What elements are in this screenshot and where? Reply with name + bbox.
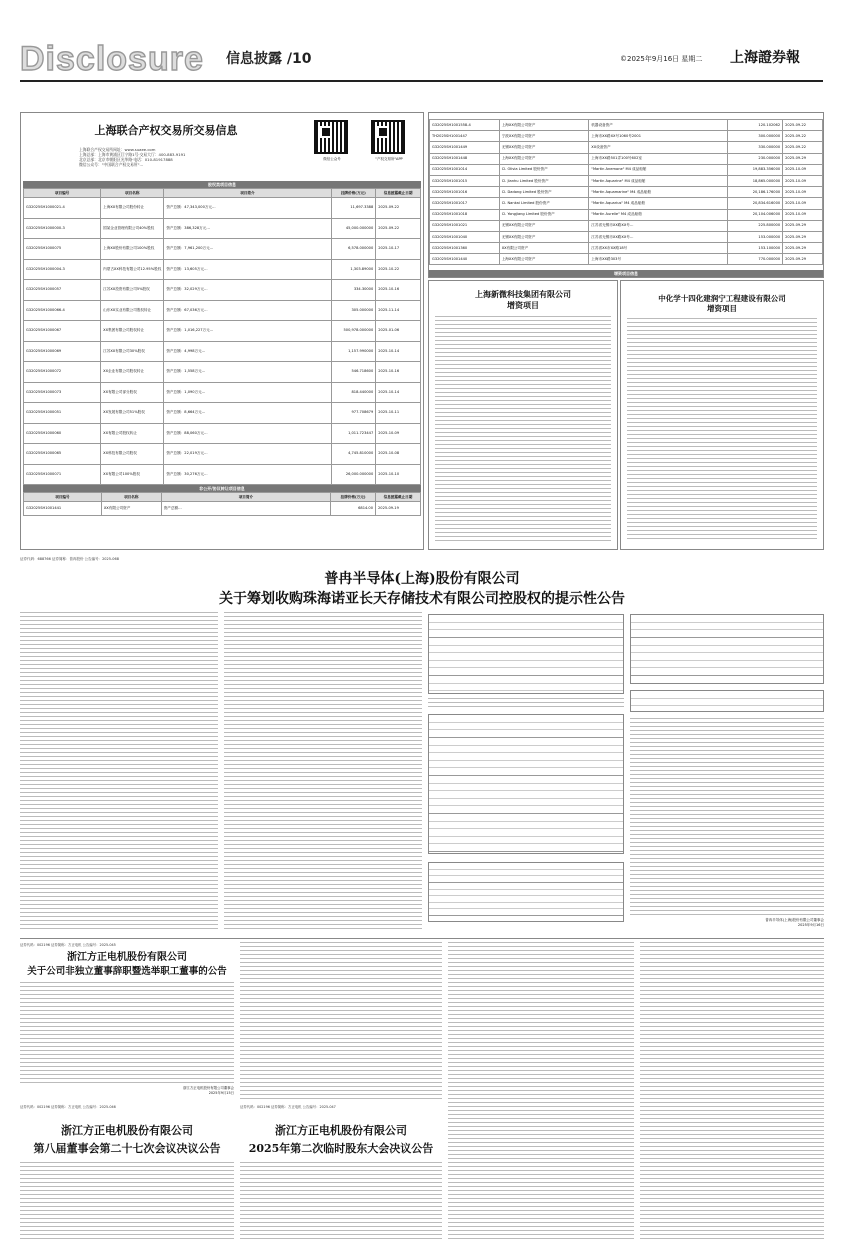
cell: 资产总额：30,276万元…: [164, 464, 331, 485]
notice-title: 浙江方正电机股份有限公司: [275, 1124, 407, 1137]
cell: 2025-09-22: [783, 120, 823, 131]
table-row[interactable]: [430, 164, 823, 175]
table-row[interactable]: [24, 259, 421, 280]
cell: G32025SH1001017: [430, 198, 500, 209]
body-text: [630, 718, 824, 918]
cell: 资产总额：88,060万元…: [164, 423, 331, 444]
cell: 2025-09-22: [783, 142, 823, 153]
cell: Cl. Jianhu Limited 股份资产: [499, 175, 589, 186]
notice-meta: 证券代码：002196 证券简称：方正电机 公告编号：2025-047: [240, 1105, 336, 1109]
cell: 2025-10-22: [376, 259, 421, 280]
cell: 2025-10-09: [376, 423, 421, 444]
cell: 45,000.000000: [331, 218, 376, 239]
cell: 2025-10-17: [376, 239, 421, 260]
cell: G32025SH1000004-3: [24, 259, 101, 280]
cell: Cl. Nankai Limited 股份资产: [499, 198, 589, 209]
cell: G32025SH1000060: [24, 423, 101, 444]
body-text: [435, 316, 611, 544]
cell: XX发展有限公司51%股权: [101, 403, 164, 424]
cell: 2025-09-29: [783, 220, 823, 231]
cell: 20,104.006000: [728, 209, 783, 220]
cell: 2025-09-29: [783, 153, 823, 164]
col-header: 项目编号: [24, 189, 101, 198]
body-text: [640, 942, 824, 1242]
body-text: [448, 942, 634, 1242]
cell: 上海XX股份有限公司100%股权: [101, 239, 164, 260]
table-row[interactable]: [24, 300, 421, 321]
cell: 2025-10-08: [376, 444, 421, 465]
cell: G32025SH1001018: [430, 209, 500, 220]
table-row[interactable]: [430, 142, 823, 153]
cell: 无锡XX有限公司资产: [499, 231, 589, 242]
cell: 2025-10-09: [783, 187, 823, 198]
equity-table: [23, 181, 421, 516]
info-table: [428, 614, 624, 694]
cell: 1,303.89000: [331, 259, 376, 280]
cell: 11,697.3388: [331, 198, 376, 219]
cell: XX有限公司资产: [101, 502, 161, 516]
notice-zj1: [20, 942, 234, 1100]
cell: 2025-09-22: [783, 131, 823, 142]
cell: 上海市XX路501弄100号602室: [589, 153, 728, 164]
cell: 上海市XX路303号: [589, 254, 728, 265]
col-header: 项目名称: [101, 493, 161, 502]
cell: 2025-10-10: [376, 464, 421, 485]
cell: 上海XX有限公司资产: [499, 254, 589, 265]
capital-right-block: [620, 280, 824, 550]
company-name: 上海新微科技集团有限公司: [475, 290, 571, 299]
cell: G32025SH1000075: [24, 239, 101, 260]
cell: 资产总额：1,558万元…: [164, 362, 331, 383]
table-row[interactable]: [430, 187, 823, 198]
cell: G32025SH1001040: [430, 231, 500, 242]
body-text: [20, 982, 234, 1086]
cell: 上海市XX路XX号1060号2001: [589, 131, 728, 142]
table-row[interactable]: [24, 341, 421, 362]
cell: 977.708679: [331, 403, 376, 424]
cell: 230.000000: [728, 153, 783, 164]
cell: 资产总额…: [161, 502, 330, 516]
cell: 资产总额：47,343,000万元…: [164, 198, 331, 219]
cell: 818.440000: [331, 382, 376, 403]
notice-subtitle: 2025年第二次临时股东大会决议公告: [248, 1142, 434, 1155]
cell: G32025SH1001016: [430, 187, 500, 198]
notice-footer: 普冉半导体(上海)股份有限公司董事会 2025年9月16日: [765, 918, 824, 927]
table-row[interactable]: [430, 231, 823, 242]
table-row[interactable]: [24, 280, 421, 301]
cell: 资产总额：13,605万元…: [164, 259, 331, 280]
col-header: 信息披露截止日期: [376, 493, 421, 502]
cell: G32025SH1001021: [430, 220, 500, 231]
info-right: [630, 614, 824, 934]
cell: 120.102062: [728, 120, 783, 131]
issue-date: ©2025年9月16日 星期二: [620, 55, 703, 63]
section-label: 信息披露 /10: [226, 51, 312, 67]
cell: 上海XX有限公司资产: [499, 153, 589, 164]
cell: 2025-09-29: [783, 243, 823, 254]
col-header: 项目名称: [101, 189, 164, 198]
cell: 江苏省无锡市XX路XX号…: [589, 220, 728, 231]
cell: 2025-10-16: [376, 362, 421, 383]
cell: 2025-10-14: [376, 341, 421, 362]
cell: "Martin Aquamarine" M4 成品船舶: [589, 187, 728, 198]
cell: XX科技有限公司股权: [101, 444, 164, 465]
notice-meta: 证券代码：688766 证券简称：普冉股份 公告编号：2025-068: [20, 557, 119, 561]
cell: 153.100000: [728, 243, 783, 254]
cell: 资产总额：386,328万元…: [164, 218, 331, 239]
table-row[interactable]: [24, 502, 421, 516]
cell: 300.000000: [728, 131, 783, 142]
col-header: 项目简介: [161, 493, 330, 502]
capital-band: 增资项目信息: [429, 270, 823, 277]
cell: 江苏XX有限公司30%股权: [101, 341, 164, 362]
cell: 2025-10-14: [376, 382, 421, 403]
info-table: [428, 862, 624, 922]
table-row[interactable]: [24, 403, 421, 424]
cell: "Martin Aquarine" M4 成品船舶: [589, 175, 728, 186]
info-table: [428, 714, 624, 854]
newspaper-logo: 上海證券報: [730, 50, 800, 66]
cuaee-title: 上海联合产权交易所交易信息: [94, 124, 238, 137]
cell: 18,865.000000: [728, 175, 783, 186]
table-row[interactable]: [430, 254, 823, 265]
info-table: [630, 614, 824, 684]
cell: 26,000.000000: [331, 464, 376, 485]
cell: 无锡XX有限公司资产: [499, 220, 589, 231]
contact-line: 微信公众号："中国联合产权交易所"...: [79, 162, 144, 167]
table-row[interactable]: [24, 423, 421, 444]
asset-table-block: [428, 112, 824, 278]
body-text: [428, 698, 624, 710]
notice-zj3: [240, 1104, 442, 1244]
notice-subtitle: 关于筹划收购珠海诺亚长天存储技术有限公司控股权的提示性公告: [219, 591, 625, 607]
col-header: 项目编号: [24, 493, 102, 502]
notice-subtitle: 关于公司非独立董事辞职暨选举职工董事的公告: [27, 966, 227, 977]
cell: G32025SH1000057: [24, 280, 101, 301]
table-row[interactable]: [24, 239, 421, 260]
cell: 上海XX有限公司资产: [499, 120, 589, 131]
cell: 资产总额：4,998万元…: [164, 341, 331, 362]
cell: 2025-09-22: [376, 218, 421, 239]
header-rule: [20, 80, 823, 82]
cell: Cl. Yongjiang Limited 股份资产: [499, 209, 589, 220]
capital-left-block: [428, 280, 618, 550]
page-header: [0, 0, 843, 86]
cell: 宁波XX有限公司资产: [499, 131, 589, 142]
cell: 资产总额：8,664万元…: [164, 403, 331, 424]
cell: 2025-10-09: [783, 164, 823, 175]
app-qr-code[interactable]: [371, 120, 405, 154]
cell: G32025SH1000069: [24, 341, 101, 362]
table-row[interactable]: [24, 218, 421, 239]
cell: G32025SH1001448: [430, 153, 500, 164]
cell: 山东XX实业有限公司股权转让: [101, 300, 164, 321]
cell: XX有限公司100%股权: [101, 464, 164, 485]
cell: XX企业有限公司股权转让: [101, 362, 164, 383]
cell: G32025SH1000051: [24, 403, 101, 424]
cell: G32025SH1001449: [430, 142, 500, 153]
cell: 153.000000: [728, 231, 783, 242]
cell: 资产总额：22,019万元…: [164, 444, 331, 465]
cell: 无锡XX有限公司资产: [499, 142, 589, 153]
cell: XX设备资产: [589, 142, 728, 153]
table-row[interactable]: [430, 198, 823, 209]
cell: G32025SH1001441: [24, 502, 102, 516]
notice-zj2: [20, 1104, 234, 1244]
body-text: [240, 1162, 442, 1242]
wechat-qr-code[interactable]: [314, 120, 348, 154]
cell: 20,834.616000: [728, 198, 783, 209]
cell: 6814.00: [331, 502, 376, 516]
cell: 江苏省无锡市XX路XX号…: [589, 231, 728, 242]
cell: 2025-10-16: [376, 280, 421, 301]
cell: 305.000000: [331, 300, 376, 321]
col-header: 挂牌价格(万元): [331, 189, 376, 198]
col-header: 信息披露截止日期: [376, 189, 421, 198]
cell: Cl. Dadong Limited 股份资产: [499, 187, 589, 198]
cell: XX有限公司部分股权: [101, 382, 164, 403]
cell: 上海XX有限公司股份转让: [101, 198, 164, 219]
cell: "Martin Aurelie" M4 成品船舶: [589, 209, 728, 220]
cell: 1,011.723447: [331, 423, 376, 444]
cell: G32025SH1000071: [24, 464, 101, 485]
col-header: 项目简介: [164, 189, 331, 198]
cell: "Martin Aquarius" M4 成品船舶: [589, 198, 728, 209]
cell: G32025SH1001014: [430, 164, 500, 175]
cell: 4,745.810000: [331, 444, 376, 465]
info-tables: [428, 614, 624, 932]
cell: 资产总额：7,961,200万元…: [164, 239, 331, 260]
company-name: 中化学十四化建润宁工程建设有限公司: [658, 294, 786, 303]
cuaee-block: [20, 112, 424, 550]
cell: G32025SH1000066-4: [24, 300, 101, 321]
cell: 546.718600: [331, 362, 376, 383]
equity-band: 股权类项目信息: [23, 181, 421, 188]
body-text: [240, 942, 442, 1100]
cell: G32025SH1000072: [24, 362, 101, 383]
body-text: [224, 612, 422, 932]
cell: 资产总额：1,016,227万元…: [164, 321, 331, 342]
table-row[interactable]: [24, 198, 421, 219]
cell: "Martin Anemone" M4 成品船舶: [589, 164, 728, 175]
cell: Cl. Olivia Limited 股份资产: [499, 164, 589, 175]
notice-footer: 浙江方正电机股份有限公司董事会 2025年9月15日: [183, 1086, 234, 1095]
contact-line: 北京总部：北京市朝阳区光华路·电话：010-81917888: [79, 157, 173, 162]
contact-line: 上海联合产权交易所网址：www.suaee.com: [79, 147, 156, 152]
brand-word: Disclosure: [20, 40, 204, 78]
table-row[interactable]: [24, 382, 421, 403]
cell: 2025-09-29: [783, 254, 823, 265]
cell: 770.000000: [728, 254, 783, 265]
project-type: 增资项目: [707, 304, 737, 314]
cell: 江苏XX投资有限公司5%股权: [101, 280, 164, 301]
qr-caption: "产权交易所"APP: [375, 157, 403, 161]
cell: 330.000000: [728, 142, 783, 153]
cell: 225.800000: [728, 220, 783, 231]
cell: 资产总额：32,029万元…: [164, 280, 331, 301]
cell: 2025-09-22: [376, 198, 421, 219]
cuaee-contact: [79, 147, 319, 167]
cell: G32025SH1000067: [24, 321, 101, 342]
cell: 内蒙古XX科技有限公司12.95%股权: [101, 259, 164, 280]
cell: 2025-10-09: [783, 175, 823, 186]
contact-line: 上海总部：上海市黄浦区江宁路1号·交易大厅：400-883-9191: [79, 152, 186, 157]
table-row[interactable]: [430, 243, 823, 254]
notice-title: 浙江方正电机股份有限公司: [61, 1124, 193, 1137]
cell: 2025-10-11: [376, 403, 421, 424]
cell: 2025-01-06: [376, 321, 421, 342]
cell: XX有限公司股权转让: [101, 423, 164, 444]
notice-main: [20, 556, 824, 936]
notice-title: 浙江方正电机股份有限公司: [67, 952, 187, 963]
cell: TH2025SH1001447: [430, 131, 500, 142]
cell: 500,978.000000: [331, 321, 376, 342]
cell: 2025-10-09: [783, 209, 823, 220]
cell: G32025SH1000065: [24, 444, 101, 465]
table-row[interactable]: [430, 131, 823, 142]
cell: G32025SH1001440: [430, 254, 500, 265]
table-row[interactable]: [430, 175, 823, 186]
table-row[interactable]: [430, 153, 823, 164]
notice-title: 普冉半导体(上海)股份有限公司: [324, 571, 520, 587]
cell: 2025-10-09: [783, 198, 823, 209]
cell: G32025SH1000021-4: [24, 198, 101, 219]
divider: [20, 938, 824, 939]
cell: 江苏省XX市XX路18号: [589, 243, 728, 254]
info-table: [630, 690, 824, 712]
notice-meta: 证券代码：002196 证券简称：方正电机 公告编号：2025-045: [20, 943, 116, 947]
cell: 2025-09-19: [376, 502, 421, 516]
cell: 6,578.000000: [331, 239, 376, 260]
body-text: [627, 318, 817, 542]
notice-subtitle: 第八届董事会第二十七次会议决议公告: [33, 1142, 221, 1155]
cell: G32025SH1001015: [430, 175, 500, 186]
cell: 机器设备资产: [589, 120, 728, 131]
cell: 2025-09-29: [783, 231, 823, 242]
body-text: [20, 612, 218, 932]
project-type: 增资项目: [507, 300, 539, 310]
col-header: 挂牌价格(万元): [331, 493, 376, 502]
cell: XX有限公司资产: [499, 243, 589, 254]
body-text: [20, 1162, 234, 1242]
cell: G32025SH1000073: [24, 382, 101, 403]
cell: G32025SH1001360: [430, 243, 500, 254]
table-row[interactable]: [430, 209, 823, 220]
transfer-band: 非公开/协议转让项目信息: [23, 485, 421, 492]
table-row[interactable]: [430, 220, 823, 231]
qr-caption: 微信公众号: [323, 157, 341, 161]
cell: G32025SH1000000-3: [24, 218, 101, 239]
cell: 20,186.176000: [728, 187, 783, 198]
table-row[interactable]: [24, 464, 421, 485]
cell: 资产总额：1,090万元…: [164, 382, 331, 403]
cell: G32025SH1001558-4: [430, 120, 500, 131]
cell: XX集团有限公司股权转让: [101, 321, 164, 342]
cell: 1,157.990000: [331, 341, 376, 362]
cell: 334.30000: [331, 280, 376, 301]
table-row[interactable]: [24, 444, 421, 465]
cell: 国某企业管理有限公司40%股权: [101, 218, 164, 239]
table-row[interactable]: [24, 321, 421, 342]
table-row[interactable]: [24, 362, 421, 383]
cell: 19,883.356000: [728, 164, 783, 175]
table-row[interactable]: [430, 120, 823, 131]
notice-meta: 证券代码：002196 证券简称：方正电机 公告编号：2025-046: [20, 1105, 116, 1109]
cell: 2025-11-14: [376, 300, 421, 321]
cell: 资产总额：67,036万元…: [164, 300, 331, 321]
